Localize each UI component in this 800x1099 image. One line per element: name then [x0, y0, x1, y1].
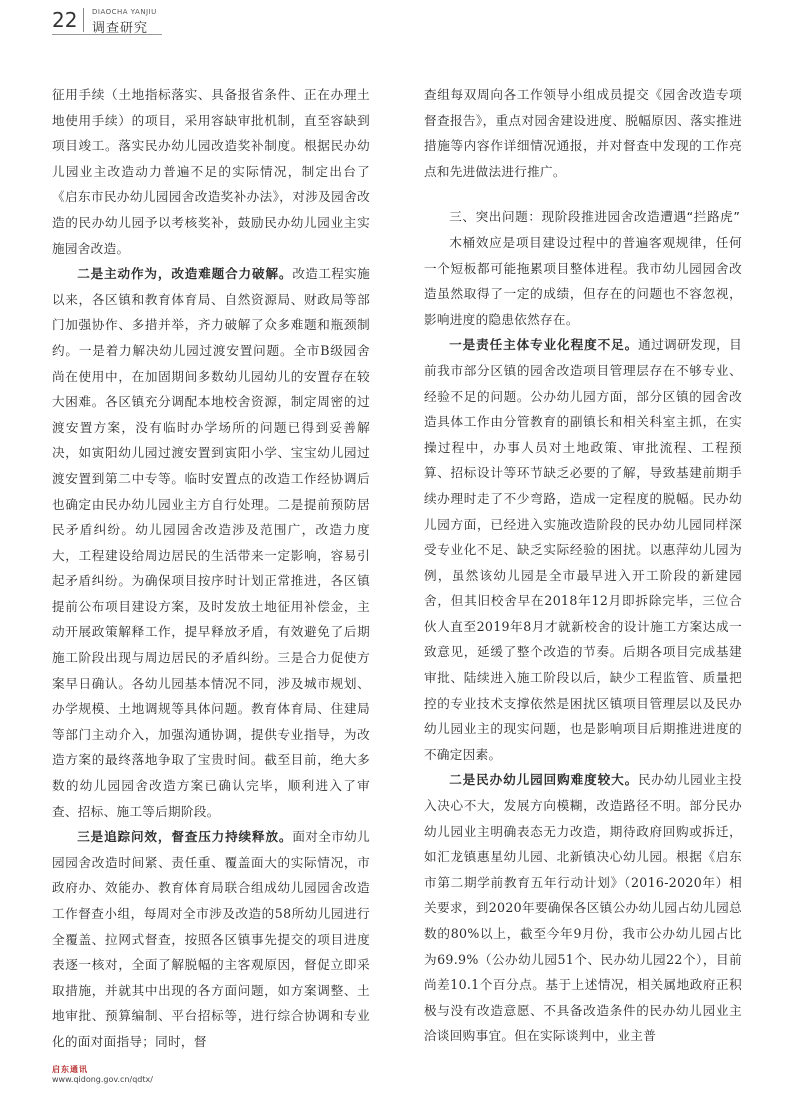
paragraph: [52, 261, 370, 824]
paragraph-body: 改造工程实施以来，各区镇和教育体育局、自然资源局、财政局等部门加强协作、多措并举，齐力破解了众多难题和瓶颈制约。一是着力解决幼儿园过渡安置问题。全市B级园舍尚在使用中，在加固期间多数幼儿园幼儿的安置存在较大困难。各区镇充分调配本地校舍资源，制定周密的过渡安置方案，没有临时办学场所的问题已得到妥善解决，如寅阳幼儿园过渡安置到寅阳小学、宝宝幼儿园过渡安置到第二中专等。临时安置点的改造工作经协调后也确定由民办幼儿园业主方自行处理。二是提前预防居民矛盾纠纷。幼儿园园舍改造涉及范围广，改造力度大，工程建设给周边居民的生活带来一定影响，容易引起矛盾纠纷。为确保项目按序时计划正常推进，各区镇提前公布项目建设方案，及时发放土地征用补偿金，主动开展政策解释工作，提早释放矛盾，有效避免了后期施工阶段出现与周边居民的矛盾纠纷。三是合力促使方案早日确认。各幼儿园基本情况不同，涉及城市规划、办学规模、土地调规等具体问题。教育体育局、住建局等部门主动介入，加强沟通协调，提供专业指导，为改造方案的最终落地争取了宝贵时间。截至目前，绝大多数的幼儿园园舍改造方案已确认完毕，顺利进入了审查、招标、施工等后期阶段。: [52, 266, 370, 819]
footer-url: www.qidong.gov.cn/qdtx/: [52, 1075, 153, 1084]
paragraph: 查组每双周向各工作领导小组成员提交《园舍改造专项督查报告》，重点对园舍建设进度、脱幅原因、落实推进措施等内容作详细情况通报，并对督查中发现的工作亮点和先进做法进行推广。: [424, 87, 742, 179]
right-column: [424, 82, 742, 1049]
header-divider: [52, 34, 162, 35]
section-pinyin: DIAOCHA YANJIU: [92, 8, 157, 16]
paragraph-lead: 三是追踪问效，督查压力持续释放。: [77, 829, 293, 845]
section-title: 调查研究: [92, 21, 149, 36]
paragraph: [52, 824, 370, 1054]
paragraph-body: 面对全市幼儿园园舍改造时间紧、责任重、覆盖面大的实际情况，市政府办、效能办、教育体育局联合组成幼儿园园舍改造工作督查小组，每周对全市涉及改造的58所幼儿园进行全覆盖、拉网式督查，按照各区镇事先提交的项目进度表逐一核对，全面了解脱幅的主客观原因，督促立即采取措施，并就其中出现的各方面问题，如方案调整、土地审批、预算编制、平台招标等，进行综合协调和专业化的面对面指导；同时，督: [52, 829, 370, 1049]
paragraph-lead: 二是主动作为，改造难题合力破解。: [77, 266, 293, 282]
paragraph: [424, 332, 742, 767]
page-footer: [52, 1064, 153, 1084]
paragraph-body: 民办幼儿园业主投入决心不大，发展方向模糊，改造路径不明。部分民办幼儿园业主明确表态无力改造，期待政府回购或拆迁，如汇龙镇惠星幼儿园、北新镇决心幼儿园。根据《启东市第二期学前教育五年行动计划》（2016-2020年）相关要求，到2020年要确保各区镇公办幼儿园占幼儿园总数的80%以上，截至今年9月份，我市公办幼儿园占比为69.9%（公办幼儿园51个、民办幼儿园22个），目前尚差10.1个百分点。基于上述情况，相关属地政府正积极与没有改造意愿、不具备改造条件的民办幼儿园业主洽谈回购事宜。但在实际谈判中，业主普: [424, 772, 743, 1044]
paragraph-lead: 一是责任主体专业化程度不足。: [449, 337, 639, 353]
paragraph-body: 通过调研发现，目前我市部分区镇的园舍改造项目管理层存在不够专业、经验不足的问题。公办幼儿园方面，部分区镇的园舍改造具体工作由分管教育的副镇长和相关科室主抓，在实操过程中，办事人员对土地政策、审批流程、工程预算、招标设计等环节缺乏必要的了解，导致基建前期手续办理时走了不少弯路，造成一定程度的脱幅。民办幼儿园方面，已经进入实施改造阶段的民办幼儿园同样深受专业化不足、缺乏实际经验的困扰。以惠萍幼儿园为例，虽然该幼儿园是全市最早进入开工阶段的新建园舍，但其旧校舍早在2018年12月即拆除完毕，三位合伙人直至2019年8月才就新校舍的设计施工方案达成一致意见，延缓了整个改造的节奏。后期各项目完成基建审批、陆续进入施工阶段以后，缺少工程监管、质量把控的专业技术支撑依然是困扰区镇项目管理层以及民办幼儿园业主的现实问题，也是影响项目后期推进进度的不确定因素。: [424, 337, 743, 762]
paragraph: 征用手续（土地指标落实、具备报省条件、正在办理土地使用手续）的项目，采用容缺审批机制，直至容缺到项目竣工。落实民办幼儿园改造奖补制度。根据民办幼儿园业主改造动力普遍不足的实际情况，制定出台了《启东市民办幼儿园园舍改造奖补办法》，对涉及园舍改造的民办幼儿园予以考核奖补，鼓励民办幼儿园业主实施园舍改造。: [52, 87, 370, 256]
paragraph: 木桶效应是项目建设过程中的普遍客观规律，任何一个短板都可能拖累项目整体进程。我市幼儿园园舍改造虽然取得了一定的成绩，但存在的问题也不容忽视，影响进度的隐患依然存在。: [424, 234, 742, 327]
page-number: 22: [52, 8, 84, 32]
paragraph-lead: 二是民办幼儿园回购难度较大。: [449, 772, 639, 788]
section-heading: 三、突出问题：现阶段推进园舍改造遭遇“拦路虎”: [449, 209, 741, 225]
paragraph: [424, 767, 742, 1049]
left-column: [52, 82, 370, 1055]
footer-brand: 启东通讯: [52, 1065, 88, 1074]
